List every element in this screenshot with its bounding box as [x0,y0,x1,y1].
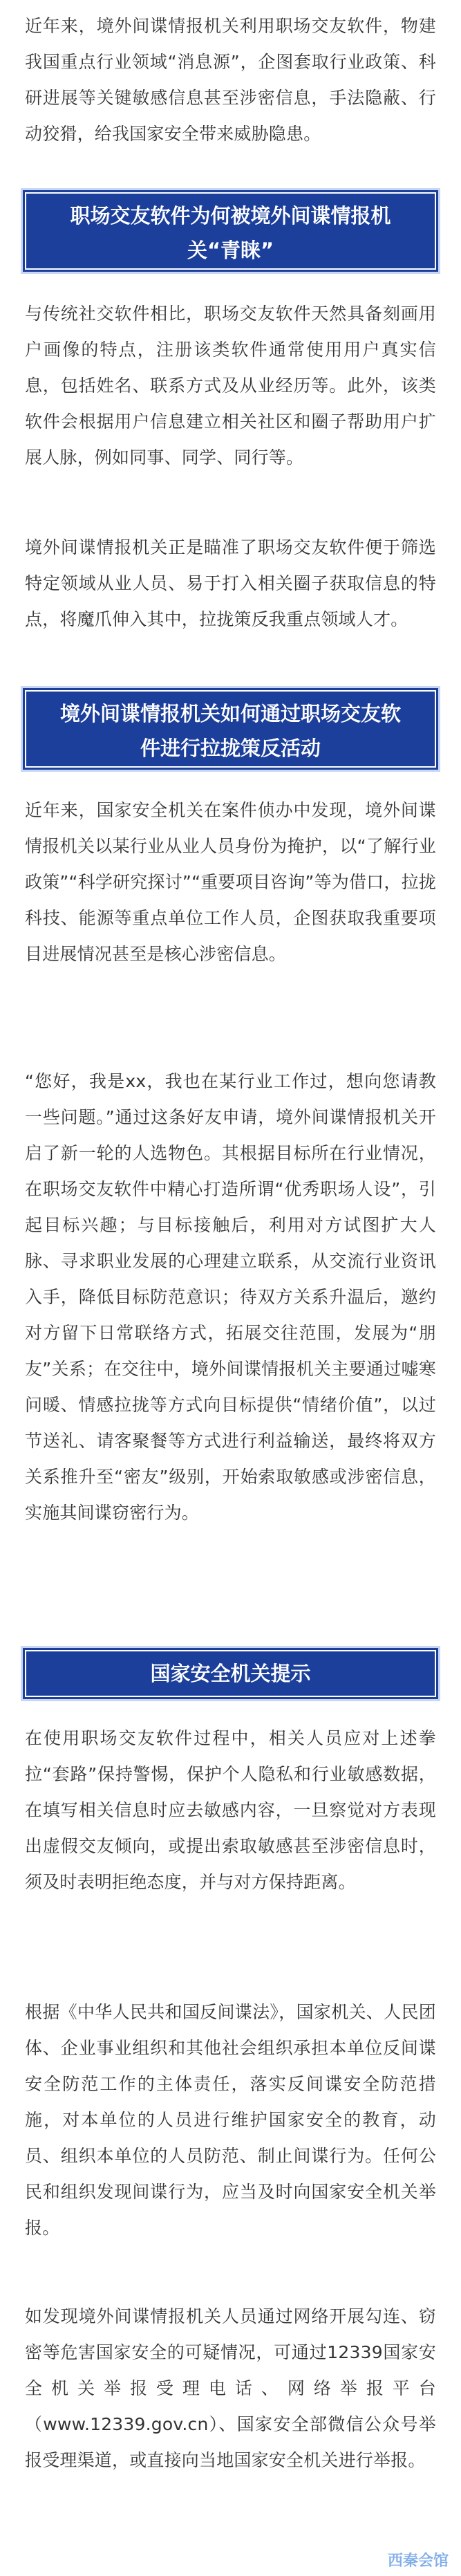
body-paragraph: “您好，我是xx，我也在某行业工作过，想向您请教一些问题。”通过这条好友申请，境外间谍情报机关开启了新一轮的人选物色。其根据目标所在行业情况，在职场交友软件中精心打造所谓“优秀职场人设”，引起目标兴趣；与目标接触后，利用对方试图扩大人脉、寻求职业发展的心理建立联系，从交流行业资讯入手，降低目标防范意识；待双方关系升温后，邀约对方留下日常联络方式，拓展交往范围，发展为“朋友”关系；在交往中，境外间谍情报机关主要通过嘘寒问暖、情感拉拢等方式向目标提供“情绪价值”，以过节送礼、请客聚餐等方式进行利益输送，最终将双方关系推升至“密友”级别，开始索取敏感或涉密信息，实施其间谍窃密行为。 [25,1071,436,1523]
body-paragraph: 境外间谍情报机关正是瞄准了职场交友软件便于筛选特定领域从业人员、易于打入相关圈子获取信息的特点，将魔爪伸入其中，拉拢策反我重点领域人才。 [25,537,436,629]
site-watermark: 西秦会馆 [387,2552,449,2570]
body-paragraph: 如发现境外间谍情报机关人员通过网络开展勾连、窃密等危害国家安全的可疑情况，可通过12339国家安全机关举报受理电话、网络举报平台（www.12339.gov.cn）、国家安全部微信公众号举报受理渠道，或直接向当地国家安全机关进行举报。 [25,2306,436,2470]
body-paragraph: 根据《中华人民共和国反间谍法》，国家机关、人民团体、企业事业组织和其他社会组织承担本单位反间谍安全防范工作的主体责任，落实反间谍安全防范措施，对本单位的人员进行维护国家安全的教育，动员、组织本单位的人员防范、制止间谍行为。任何公民和组织发现间谍行为，应当及时向国家安全机关举报。 [25,2002,436,2238]
body-paragraph: 近年来，国家安全机关在案件侦办中发现，境外间谍情报机关以某行业从业人员身份为掩护，以“了解行业政策”“科学研究探讨”“重要项目咨询”等为借口，拉拢科技、能源等重点单位工作人员，企图获取我重要项目进展情况甚至是核心涉密信息。 [25,800,436,964]
section-heading-how: 境外间谍情报机关如何通过职场交友软件进行拉拢策反活动 [21,686,440,772]
section-heading-why: 职场交友软件为何被境外间谍情报机关“青睐” [21,188,440,274]
section-heading-tips: 国家安全机关提示 [21,1646,440,1701]
intro-paragraph: 近年来，境外间谍情报机关利用职场交友软件，物建我国重点行业领域“消息源”，企图套取行业政策、科研进展等关键敏感信息甚至涉密信息，手法隐蔽、行动狡猾，给我国家安全带来威胁隐患。 [25,16,436,144]
body-paragraph: 与传统社交软件相比，职场交友软件天然具备刻画用户画像的特点，注册该类软件通常使用用户真实信息，包括姓名、联系方式及从业经历等。此外，该类软件会根据用户信息建立相关社区和圈子帮助用户扩展人脉，例如同事、同学、同行等。 [25,304,436,467]
body-paragraph: 在使用职场交友软件过程中，相关人员应对上述拳拉“套路”保持警惕，保护个人隐私和行业敏感数据，在填写相关信息时应去敏感内容，一旦察觉对方表现出虚假交友倾向，或提出索取敏感甚至涉密信息时，须及时表明拒绝态度，并与对方保持距离。 [25,1728,436,1892]
